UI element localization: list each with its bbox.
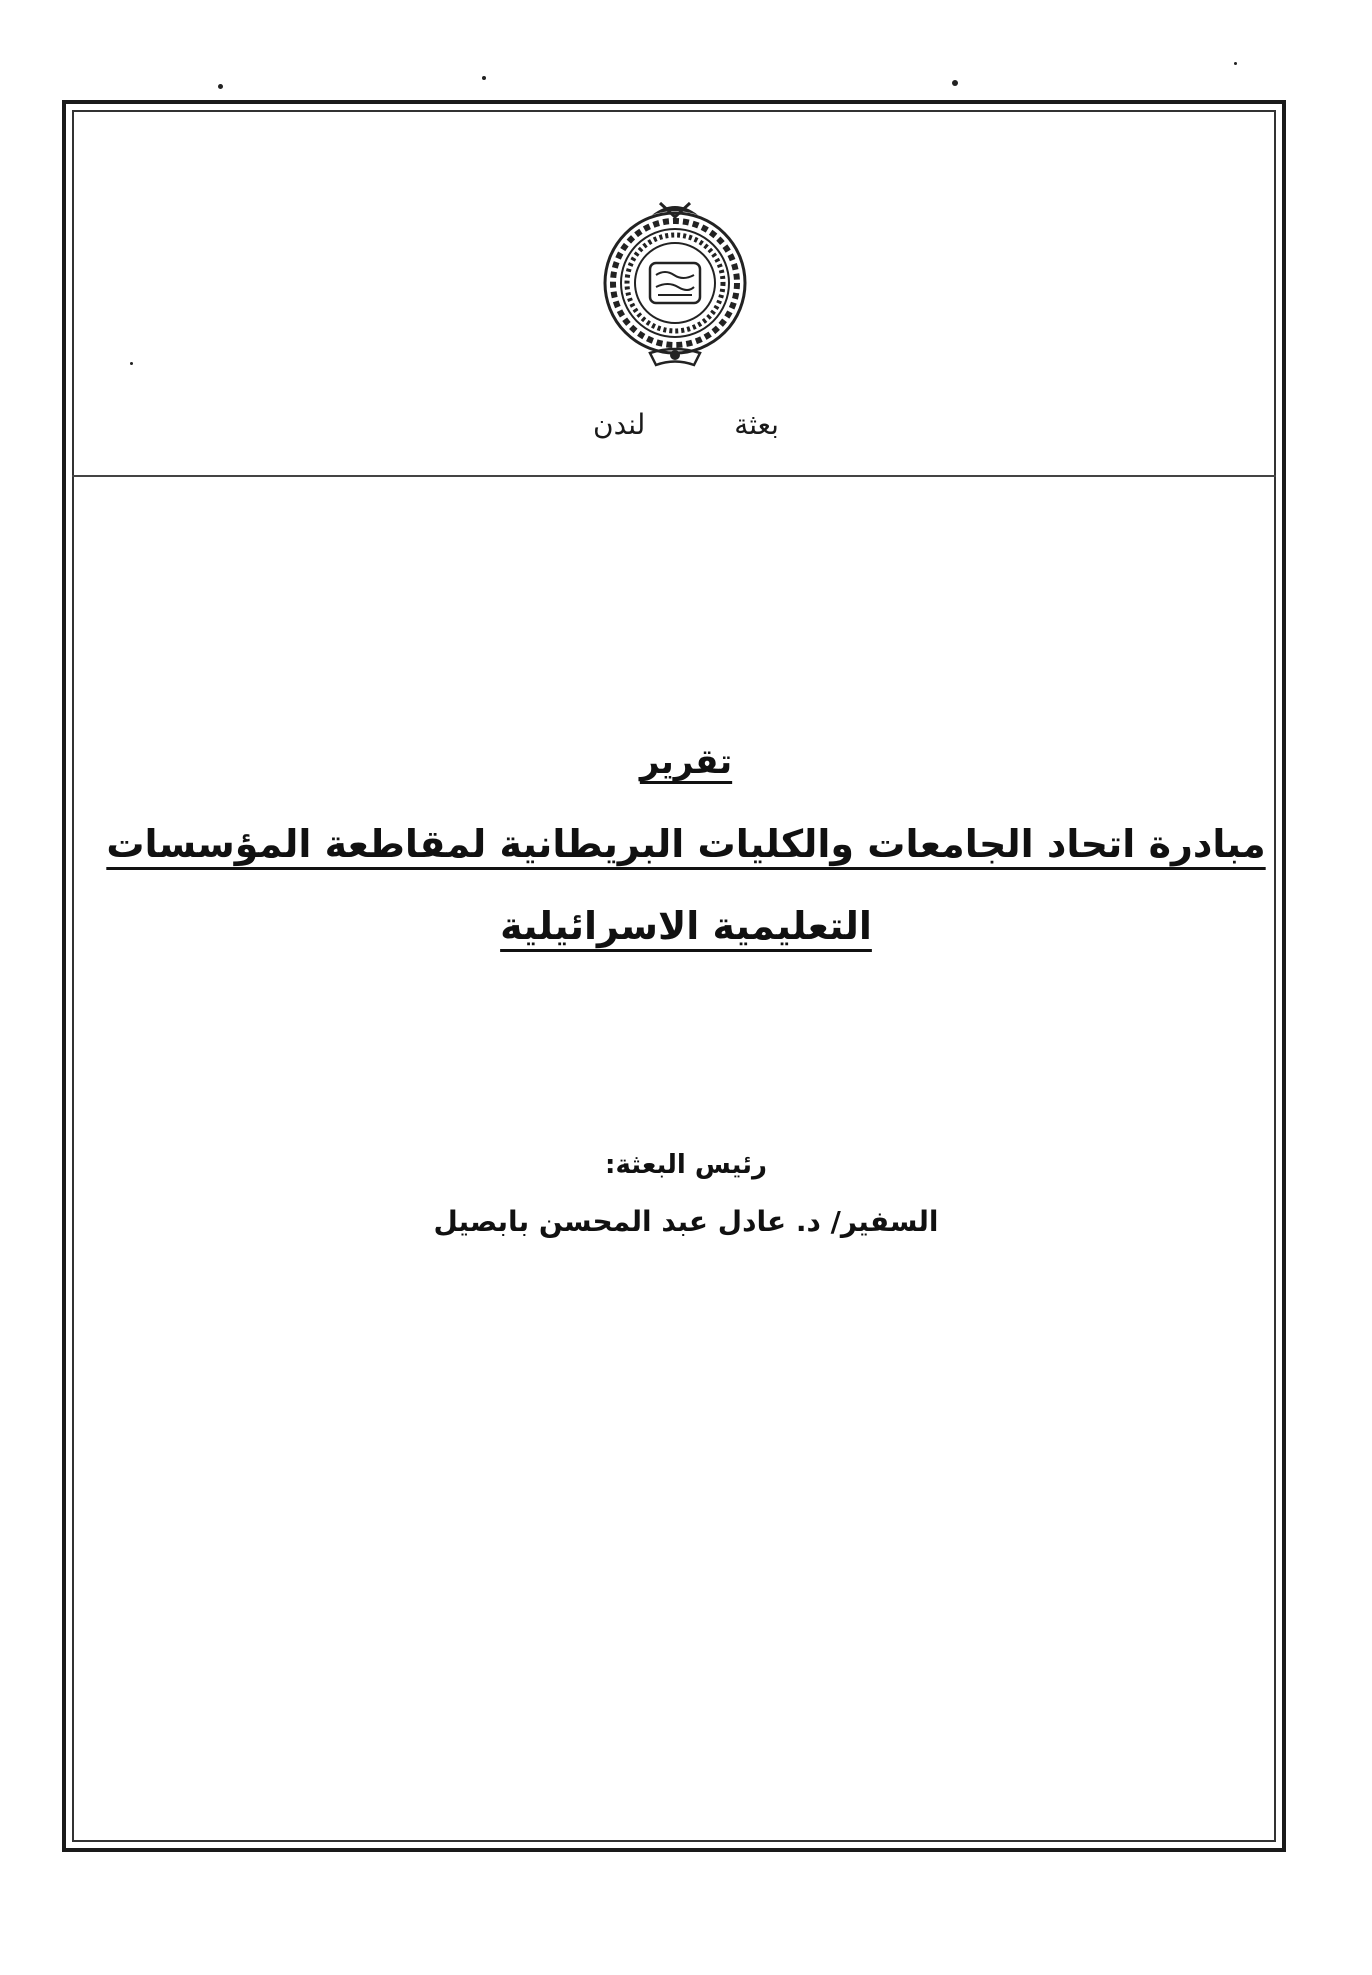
- scan-speck: [130, 362, 133, 365]
- scan-speck: [1234, 62, 1237, 65]
- report-title-line-2: التعليمية الاسرائيلية: [500, 904, 872, 948]
- scan-speck: [482, 76, 486, 80]
- mission-head-label: رئيس البعثة:: [605, 1150, 767, 1180]
- mission-word: بعثة: [734, 408, 779, 441]
- scan-speck: [218, 84, 223, 89]
- report-label: تقرير: [639, 742, 733, 782]
- arab-league-emblem-icon: [590, 195, 760, 375]
- scan-speck: [952, 80, 958, 86]
- ambassador-name: السفير/ د. عادل عبد المحسن بابصيل: [433, 1205, 939, 1238]
- mission-heading: [0, 408, 1372, 441]
- report-title-line-1: مبادرة اتحاد الجامعات والكليات البريطانية لمقاطعة المؤسسات: [106, 822, 1266, 866]
- mission-city: لندن: [593, 408, 646, 441]
- header-divider: [72, 475, 1276, 477]
